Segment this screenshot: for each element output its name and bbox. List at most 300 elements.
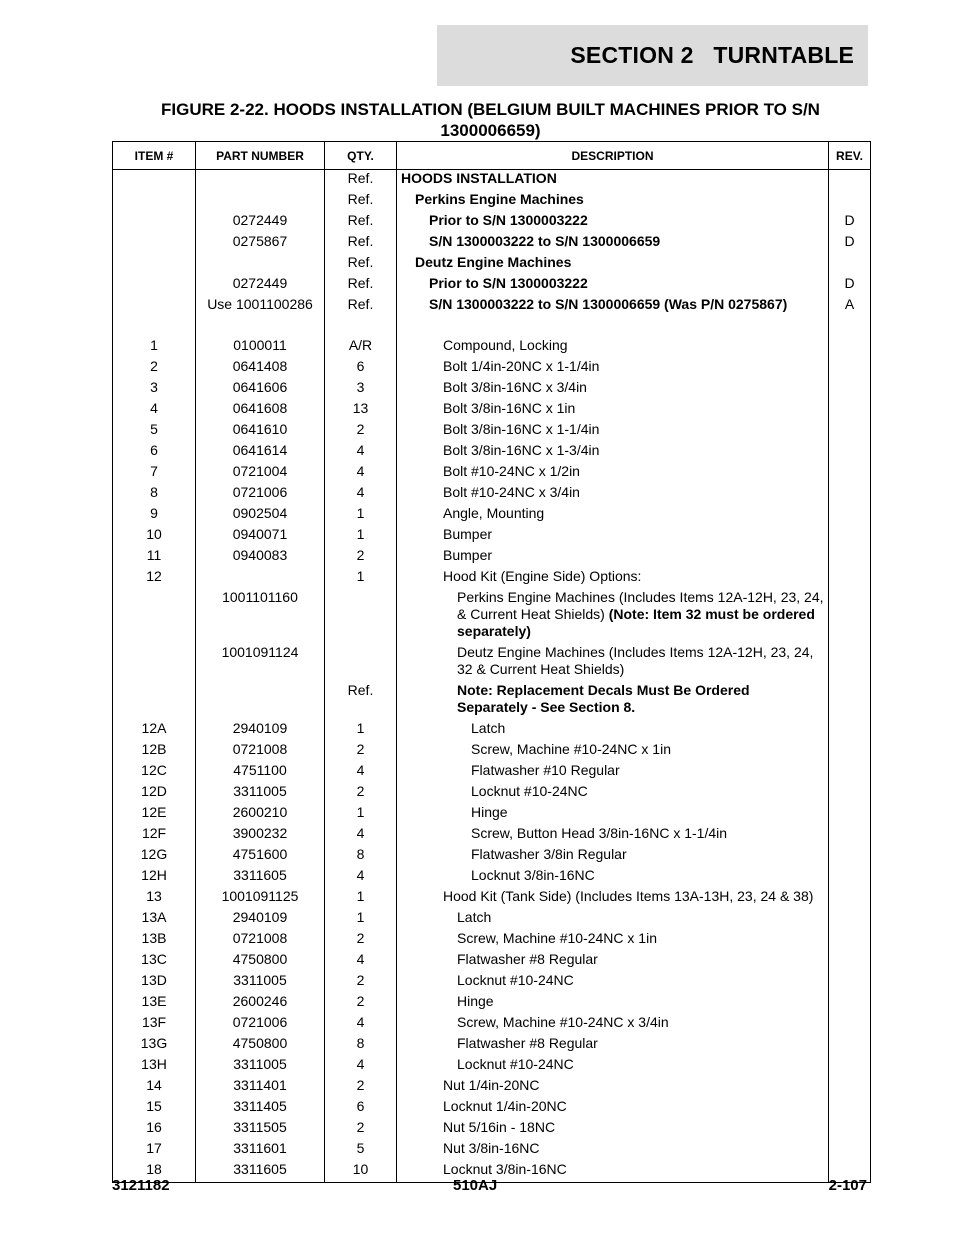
- rev-cell: [829, 718, 871, 739]
- part-number-cell: 3311005: [196, 781, 325, 802]
- table-row: [113, 1075, 871, 1096]
- part-number-cell: 0940071: [196, 524, 325, 545]
- table-row: [113, 252, 871, 273]
- part-number-cell: 3311605: [196, 865, 325, 886]
- description-cell: [397, 398, 829, 419]
- description-text: Bolt 3/8in-16NC x 1-1/4in: [443, 421, 600, 437]
- footer-doc-number: 3121182: [112, 1177, 170, 1194]
- part-number-cell: [196, 252, 325, 273]
- part-number-cell: 1001091125: [196, 886, 325, 907]
- item-number-cell: 13C: [113, 949, 196, 970]
- description-cell: [397, 587, 829, 642]
- part-number-cell: 1001101160: [196, 587, 325, 642]
- parts-table: [112, 141, 871, 1183]
- rev-cell: [829, 991, 871, 1012]
- table-row: [113, 991, 871, 1012]
- table-row: [113, 335, 871, 356]
- description-cell: [397, 642, 829, 680]
- part-number-cell: 3311601: [196, 1138, 325, 1159]
- figure-title: FIGURE 2-22. HOODS INSTALLATION (BELGIUM BUILT MACHINES PRIOR TO S/N 1300006659): [161, 100, 820, 140]
- qty-cell: 2: [325, 991, 397, 1012]
- item-number-cell: 13H: [113, 1054, 196, 1075]
- spacer-cell: [829, 315, 871, 335]
- item-number-cell: 13A: [113, 907, 196, 928]
- qty-cell: 4: [325, 823, 397, 844]
- qty-cell: [325, 642, 397, 680]
- item-number-cell: [113, 642, 196, 680]
- item-number-cell: 13B: [113, 928, 196, 949]
- rev-cell: [829, 928, 871, 949]
- description-cell: [397, 503, 829, 524]
- rev-cell: [829, 1117, 871, 1138]
- item-number-cell: 13D: [113, 970, 196, 991]
- rev-cell: [829, 970, 871, 991]
- description-cell: [397, 335, 829, 356]
- rev-cell: [829, 461, 871, 482]
- description-cell: [397, 991, 829, 1012]
- rev-cell: [829, 377, 871, 398]
- table-row: [113, 231, 871, 252]
- table-row: [113, 210, 871, 231]
- item-number-cell: [113, 231, 196, 252]
- item-number-cell: 13E: [113, 991, 196, 1012]
- description-text: Bolt 3/8in-16NC x 3/4in: [443, 379, 587, 395]
- description-cell: [397, 802, 829, 823]
- description-text: Prior to S/N 1300003222: [429, 275, 588, 291]
- description-text: Angle, Mounting: [443, 505, 545, 521]
- rev-cell: [829, 1033, 871, 1054]
- part-number-cell: 0272449: [196, 273, 325, 294]
- item-number-cell: 10: [113, 524, 196, 545]
- description-text: Flatwasher #8 Regular: [457, 1035, 598, 1051]
- table-row: [113, 823, 871, 844]
- description-text: Screw, Machine #10-24NC x 1in: [471, 741, 671, 757]
- description-text: Perkins Engine Machines (Includes Items 12A-12H, 23, 24, & Current Heat Shields): [457, 589, 824, 622]
- description-cell: [397, 566, 829, 587]
- table-row: [113, 524, 871, 545]
- part-number-cell: 0641608: [196, 398, 325, 419]
- description-text: S/N 1300003222 to S/N 1300006659: [429, 233, 661, 249]
- table-row: [113, 739, 871, 760]
- item-number-cell: 9: [113, 503, 196, 524]
- spacer-cell: [196, 315, 325, 335]
- description-cell: [397, 970, 829, 991]
- description-text: Deutz Engine Machines (Includes Items 12A-12H, 23, 24, 32 & Current Heat Shields): [457, 644, 814, 677]
- description-text: Bumper: [443, 547, 493, 563]
- description-text: Screw, Machine #10-24NC x 3/4in: [457, 1014, 669, 1030]
- item-number-cell: 12D: [113, 781, 196, 802]
- description-cell: [397, 356, 829, 377]
- table-row: [113, 642, 871, 680]
- table-row: [113, 1117, 871, 1138]
- rev-cell: [829, 949, 871, 970]
- part-number-cell: 2600246: [196, 991, 325, 1012]
- description-cell: [397, 210, 829, 231]
- spacer-cell: [113, 315, 196, 335]
- table-row: [113, 781, 871, 802]
- description-text: Locknut #10-24NC: [457, 1056, 574, 1072]
- table-row: [113, 545, 871, 566]
- table-row: [113, 566, 871, 587]
- description-cell: [397, 273, 829, 294]
- part-number-cell: 0721006: [196, 482, 325, 503]
- description-text: Bolt #10-24NC x 3/4in: [443, 484, 580, 500]
- part-number-cell: 3311401: [196, 1075, 325, 1096]
- qty-cell: 2: [325, 781, 397, 802]
- qty-cell: Ref.: [325, 231, 397, 252]
- qty-cell: 1: [325, 907, 397, 928]
- part-number-cell: 0100011: [196, 335, 325, 356]
- qty-cell: 10: [325, 1159, 397, 1183]
- description-cell: [397, 1012, 829, 1033]
- description-text: Bolt 3/8in-16NC x 1in: [443, 400, 576, 416]
- item-number-cell: 5: [113, 419, 196, 440]
- spacer-cell: [397, 315, 829, 335]
- table-row: [113, 718, 871, 739]
- qty-cell: 4: [325, 1054, 397, 1075]
- description-text: Screw, Button Head 3/8in-16NC x 1-1/4in: [471, 825, 728, 841]
- description-cell: [397, 377, 829, 398]
- qty-cell: Ref.: [325, 680, 397, 718]
- rev-cell: [829, 739, 871, 760]
- qty-cell: 13: [325, 398, 397, 419]
- qty-cell: 2: [325, 928, 397, 949]
- table-row: [113, 970, 871, 991]
- rev-cell: [829, 252, 871, 273]
- item-number-cell: [113, 210, 196, 231]
- table-row: [113, 844, 871, 865]
- item-number-cell: 3: [113, 377, 196, 398]
- description-text: Locknut #10-24NC: [471, 783, 588, 799]
- part-number-cell: 0721008: [196, 928, 325, 949]
- qty-cell: 4: [325, 760, 397, 781]
- item-number-cell: 6: [113, 440, 196, 461]
- qty-cell: 8: [325, 1033, 397, 1054]
- part-number-cell: 4751100: [196, 760, 325, 781]
- part-number-cell: 3311505: [196, 1117, 325, 1138]
- qty-cell: 6: [325, 1096, 397, 1117]
- description-cell: [397, 760, 829, 781]
- qty-cell: 4: [325, 949, 397, 970]
- part-number-cell: 0902504: [196, 503, 325, 524]
- table-row: [113, 170, 871, 190]
- table-row: [113, 294, 871, 315]
- qty-cell: 1: [325, 524, 397, 545]
- description-cell: [397, 1117, 829, 1138]
- table-row: [113, 680, 871, 718]
- qty-cell: Ref.: [325, 294, 397, 315]
- description-cell: [397, 189, 829, 210]
- qty-cell: 1: [325, 566, 397, 587]
- part-number-cell: 3311005: [196, 970, 325, 991]
- item-number-cell: 18: [113, 1159, 196, 1183]
- qty-cell: 6: [325, 356, 397, 377]
- part-number-cell: 1001091124: [196, 642, 325, 680]
- item-number-cell: 4: [113, 398, 196, 419]
- rev-cell: [829, 1075, 871, 1096]
- qty-cell: 3: [325, 377, 397, 398]
- qty-cell: 8: [325, 844, 397, 865]
- table-row: [113, 865, 871, 886]
- part-number-cell: 0272449: [196, 210, 325, 231]
- description-text: Hinge: [471, 804, 508, 820]
- rev-cell: D: [829, 210, 871, 231]
- description-text: Flatwasher #10 Regular: [471, 762, 620, 778]
- description-text: Locknut 1/4in-20NC: [443, 1098, 567, 1114]
- part-number-cell: 0641610: [196, 419, 325, 440]
- qty-cell: Ref.: [325, 252, 397, 273]
- description-cell: [397, 252, 829, 273]
- part-number-cell: 0721006: [196, 1012, 325, 1033]
- rev-cell: [829, 642, 871, 680]
- description-text: Hood Kit (Engine Side) Options:: [443, 568, 642, 584]
- section-banner: [437, 25, 868, 86]
- description-cell: [397, 1075, 829, 1096]
- table-header-row: [113, 142, 871, 170]
- table-row: [113, 273, 871, 294]
- qty-cell: 4: [325, 461, 397, 482]
- part-number-cell: 0721004: [196, 461, 325, 482]
- description-cell: [397, 781, 829, 802]
- description-cell: [397, 1096, 829, 1117]
- qty-cell: 2: [325, 545, 397, 566]
- description-cell: [397, 718, 829, 739]
- description-text: HOODS INSTALLATION: [401, 170, 557, 186]
- description-text: Nut 1/4in-20NC: [443, 1077, 540, 1093]
- rev-cell: [829, 587, 871, 642]
- description-cell: [397, 907, 829, 928]
- description-cell: [397, 524, 829, 545]
- description-text: Compound, Locking: [443, 337, 568, 353]
- description-text: Deutz Engine Machines: [415, 254, 572, 270]
- qty-cell: 2: [325, 1117, 397, 1138]
- qty-cell: 4: [325, 440, 397, 461]
- rev-cell: [829, 823, 871, 844]
- description-cell: [397, 886, 829, 907]
- description-text: Bolt #10-24NC x 1/2in: [443, 463, 580, 479]
- part-number-cell: 4750800: [196, 949, 325, 970]
- table-row: [113, 377, 871, 398]
- rev-cell: D: [829, 273, 871, 294]
- rev-cell: [829, 482, 871, 503]
- description-cell: [397, 1054, 829, 1075]
- part-number-cell: 4750800: [196, 1033, 325, 1054]
- description-text: Screw, Machine #10-24NC x 1in: [457, 930, 657, 946]
- spacer-cell: [325, 315, 397, 335]
- description-text: Flatwasher 3/8in Regular: [471, 846, 627, 862]
- part-number-cell: 0641606: [196, 377, 325, 398]
- item-number-cell: 17: [113, 1138, 196, 1159]
- column-header-item: ITEM #: [113, 142, 196, 170]
- part-number-cell: 0641408: [196, 356, 325, 377]
- description-text: Hood Kit (Tank Side) (Includes Items 13A-13H, 23, 24 & 38): [443, 888, 814, 904]
- part-number-cell: [196, 170, 325, 190]
- qty-cell: Ref.: [325, 189, 397, 210]
- table-row: [113, 419, 871, 440]
- description-text: Nut 3/8in-16NC: [443, 1140, 540, 1156]
- description-cell: [397, 739, 829, 760]
- rev-cell: [829, 545, 871, 566]
- rev-cell: [829, 1012, 871, 1033]
- rev-cell: D: [829, 231, 871, 252]
- rev-cell: [829, 865, 871, 886]
- table-row: [113, 928, 871, 949]
- part-number-cell: 3900232: [196, 823, 325, 844]
- part-number-cell: 2940109: [196, 907, 325, 928]
- description-cell: [397, 419, 829, 440]
- item-number-cell: [113, 587, 196, 642]
- description-text: Flatwasher #8 Regular: [457, 951, 598, 967]
- description-text: Latch: [471, 720, 506, 736]
- rev-cell: [829, 680, 871, 718]
- item-number-cell: 12E: [113, 802, 196, 823]
- qty-cell: [325, 587, 397, 642]
- description-cell: [397, 1138, 829, 1159]
- rev-cell: [829, 781, 871, 802]
- part-number-cell: [196, 566, 325, 587]
- description-cell: [397, 844, 829, 865]
- section-title: SECTION 2 TURNTABLE: [570, 42, 854, 68]
- qty-cell: 1: [325, 718, 397, 739]
- rev-cell: [829, 170, 871, 190]
- table-row: [113, 1054, 871, 1075]
- column-header-rev: REV.: [829, 142, 871, 170]
- rev-cell: [829, 335, 871, 356]
- description-cell: [397, 231, 829, 252]
- description-cell: [397, 928, 829, 949]
- item-number-cell: 13: [113, 886, 196, 907]
- column-header-part-number: PART NUMBER: [196, 142, 325, 170]
- table-row: [113, 356, 871, 377]
- table-row: [113, 1096, 871, 1117]
- table-row: [113, 440, 871, 461]
- rev-cell: [829, 802, 871, 823]
- rev-cell: [829, 1096, 871, 1117]
- item-number-cell: [113, 680, 196, 718]
- table-spacer-row: [113, 315, 871, 335]
- table-row: [113, 907, 871, 928]
- footer-model: 510AJ: [453, 1177, 498, 1194]
- part-number-cell: [196, 189, 325, 210]
- description-text: Bumper: [443, 526, 493, 542]
- table-row: [113, 802, 871, 823]
- rev-cell: [829, 398, 871, 419]
- description-cell: [397, 949, 829, 970]
- table-row: [113, 482, 871, 503]
- qty-cell: 4: [325, 482, 397, 503]
- item-number-cell: 12F: [113, 823, 196, 844]
- table-row: [113, 886, 871, 907]
- rev-cell: [829, 503, 871, 524]
- rev-cell: A: [829, 294, 871, 315]
- part-number-cell: 0641614: [196, 440, 325, 461]
- rev-cell: [829, 844, 871, 865]
- item-number-cell: 12: [113, 566, 196, 587]
- item-number-cell: 2: [113, 356, 196, 377]
- description-cell: [397, 461, 829, 482]
- description-cell: [397, 545, 829, 566]
- item-number-cell: 12B: [113, 739, 196, 760]
- item-number-cell: 12A: [113, 718, 196, 739]
- column-header-description: DESCRIPTION: [397, 142, 829, 170]
- description-text: Locknut 3/8in-16NC: [471, 867, 595, 883]
- description-text: Perkins Engine Machines: [415, 191, 584, 207]
- qty-cell: 2: [325, 419, 397, 440]
- rev-cell: [829, 419, 871, 440]
- description-text: Nut 5/16in - 18NC: [443, 1119, 556, 1135]
- qty-cell: 2: [325, 970, 397, 991]
- rev-cell: [829, 760, 871, 781]
- part-number-cell: 2940109: [196, 718, 325, 739]
- description-text: Locknut 3/8in-16NC: [443, 1161, 567, 1177]
- item-number-cell: 1: [113, 335, 196, 356]
- table-row: [113, 1012, 871, 1033]
- part-number-cell: 0721008: [196, 739, 325, 760]
- rev-cell: [829, 1054, 871, 1075]
- item-number-cell: 11: [113, 545, 196, 566]
- part-number-cell: 3311405: [196, 1096, 325, 1117]
- table-row: [113, 398, 871, 419]
- item-number-cell: 15: [113, 1096, 196, 1117]
- item-number-cell: 12H: [113, 865, 196, 886]
- rev-cell: [829, 1138, 871, 1159]
- item-number-cell: 13G: [113, 1033, 196, 1054]
- item-number-cell: [113, 294, 196, 315]
- part-number-cell: 3311605: [196, 1159, 325, 1183]
- table-row: [113, 587, 871, 642]
- rev-cell: [829, 189, 871, 210]
- qty-cell: 1: [325, 503, 397, 524]
- description-text: Bolt 3/8in-16NC x 1-3/4in: [443, 442, 600, 458]
- table-row: [113, 949, 871, 970]
- description-cell: [397, 1033, 829, 1054]
- description-cell: [397, 823, 829, 844]
- table-row: [113, 760, 871, 781]
- footer-page-number: 2-107: [828, 1177, 867, 1194]
- rev-cell: [829, 440, 871, 461]
- table-row: [113, 503, 871, 524]
- qty-cell: 2: [325, 1075, 397, 1096]
- item-number-cell: 8: [113, 482, 196, 503]
- part-number-cell: [196, 680, 325, 718]
- item-number-cell: 12G: [113, 844, 196, 865]
- rev-cell: [829, 524, 871, 545]
- item-number-cell: [113, 273, 196, 294]
- part-number-cell: Use 1001100286: [196, 294, 325, 315]
- item-number-cell: 14: [113, 1075, 196, 1096]
- qty-cell: 1: [325, 886, 397, 907]
- description-cell: [397, 482, 829, 503]
- description-text: Note: Replacement Decals Must Be Ordered Separately - See Section 8.: [457, 682, 750, 715]
- parts-table-body: [113, 170, 871, 1183]
- column-header-qty: QTY.: [325, 142, 397, 170]
- qty-cell: A/R: [325, 335, 397, 356]
- description-text: Hinge: [457, 993, 494, 1009]
- description-cell: [397, 865, 829, 886]
- qty-cell: Ref.: [325, 170, 397, 190]
- description-cell: [397, 294, 829, 315]
- description-note: (Note: Item 32 must be ordered separately): [457, 606, 815, 639]
- item-number-cell: 12C: [113, 760, 196, 781]
- qty-cell: Ref.: [325, 273, 397, 294]
- item-number-cell: [113, 170, 196, 190]
- rev-cell: [829, 907, 871, 928]
- description-cell: [397, 170, 829, 190]
- table-row: [113, 1138, 871, 1159]
- description-text: Locknut #10-24NC: [457, 972, 574, 988]
- qty-cell: 2: [325, 739, 397, 760]
- qty-cell: 5: [325, 1138, 397, 1159]
